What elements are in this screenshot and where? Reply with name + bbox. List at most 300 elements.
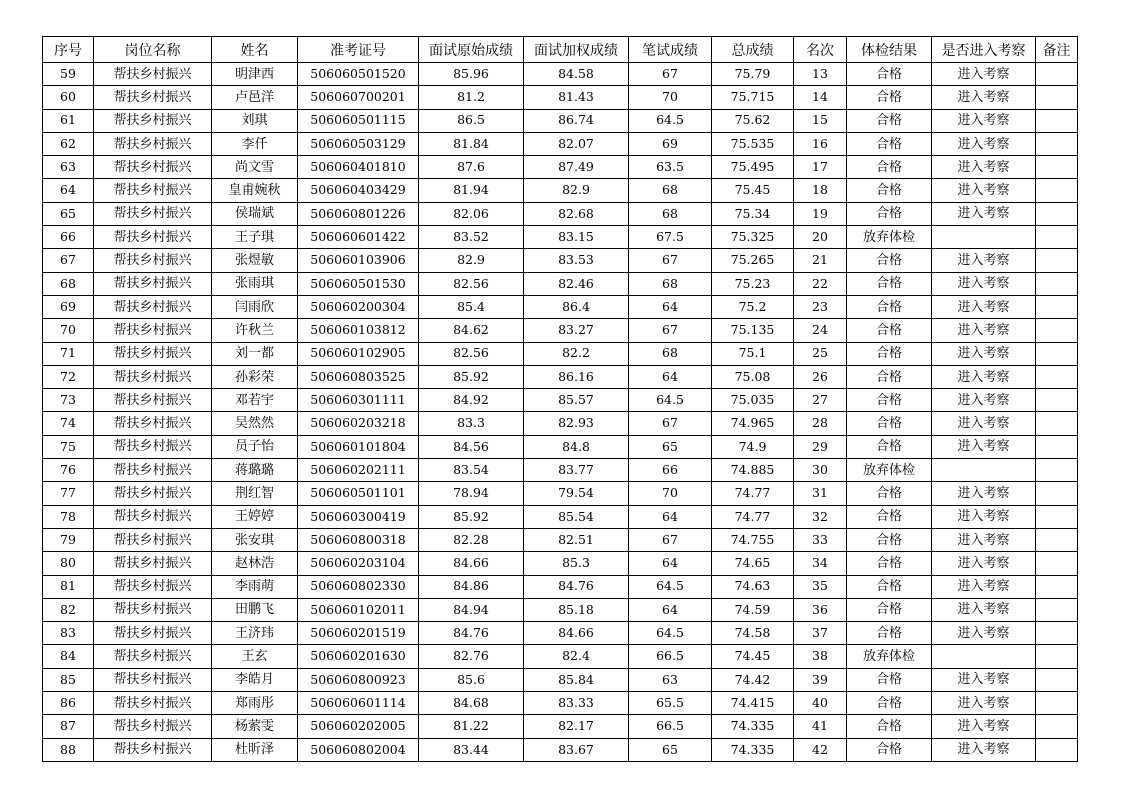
cell-exam-id: 506060501530 [298, 272, 419, 295]
cell-total: 74.755 [712, 528, 794, 551]
table-row [43, 715, 1078, 738]
cell-position: 帮扶乡村振兴 [94, 552, 212, 575]
cell-interview-raw: 85.92 [419, 365, 524, 388]
cell-total: 74.415 [712, 692, 794, 715]
cell-position: 帮扶乡村振兴 [94, 389, 212, 412]
cell-inspection: 进入考察 [932, 528, 1036, 551]
cell-interview-weighted: 82.2 [524, 342, 629, 365]
cell-remark [1036, 389, 1078, 412]
cell-remark [1036, 598, 1078, 621]
cell-medical: 合格 [847, 86, 932, 109]
cell-remark [1036, 552, 1078, 575]
cell-index: 70 [43, 319, 94, 342]
cell-written: 63.5 [629, 156, 712, 179]
table-row [43, 249, 1078, 272]
cell-medical: 合格 [847, 63, 932, 86]
cell-exam-id: 506060802330 [298, 575, 419, 598]
cell-exam-id: 506060501101 [298, 482, 419, 505]
cell-name: 王婷婷 [212, 505, 298, 528]
cell-remark [1036, 226, 1078, 249]
cell-rank: 24 [794, 319, 847, 342]
cell-position: 帮扶乡村振兴 [94, 412, 212, 435]
cell-written: 68 [629, 272, 712, 295]
cell-position: 帮扶乡村振兴 [94, 226, 212, 249]
cell-total: 74.885 [712, 459, 794, 482]
cell-position: 帮扶乡村振兴 [94, 319, 212, 342]
cell-inspection: 进入考察 [932, 692, 1036, 715]
cell-total: 74.59 [712, 598, 794, 621]
cell-name: 王玄 [212, 645, 298, 668]
cell-interview-raw: 84.68 [419, 692, 524, 715]
table-row [43, 692, 1078, 715]
cell-interview-raw: 78.94 [419, 482, 524, 505]
cell-index: 84 [43, 645, 94, 668]
cell-interview-raw: 81.94 [419, 179, 524, 202]
cell-exam-id: 506060501520 [298, 63, 419, 86]
cell-interview-raw: 83.52 [419, 226, 524, 249]
cell-rank: 33 [794, 528, 847, 551]
cell-written: 67 [629, 528, 712, 551]
cell-rank: 29 [794, 435, 847, 458]
header-remark: 备注 [1036, 37, 1078, 63]
cell-name: 闫雨欣 [212, 295, 298, 318]
cell-name: 田鹏飞 [212, 598, 298, 621]
cell-interview-weighted: 82.93 [524, 412, 629, 435]
cell-interview-raw: 82.9 [419, 249, 524, 272]
score-table [42, 36, 1078, 762]
cell-inspection: 进入考察 [932, 575, 1036, 598]
cell-index: 74 [43, 412, 94, 435]
cell-exam-id: 506060403429 [298, 179, 419, 202]
cell-written: 69 [629, 132, 712, 155]
cell-index: 67 [43, 249, 94, 272]
cell-inspection: 进入考察 [932, 319, 1036, 342]
cell-remark [1036, 622, 1078, 645]
cell-total: 74.42 [712, 668, 794, 691]
cell-total: 74.335 [712, 715, 794, 738]
cell-name: 荆红智 [212, 482, 298, 505]
cell-interview-weighted: 86.4 [524, 295, 629, 318]
cell-rank: 27 [794, 389, 847, 412]
cell-exam-id: 506060301111 [298, 389, 419, 412]
cell-index: 65 [43, 202, 94, 225]
cell-interview-weighted: 82.46 [524, 272, 629, 295]
cell-interview-weighted: 85.84 [524, 668, 629, 691]
cell-rank: 16 [794, 132, 847, 155]
cell-position: 帮扶乡村振兴 [94, 528, 212, 551]
cell-name: 王子琪 [212, 226, 298, 249]
cell-remark [1036, 645, 1078, 668]
cell-medical: 放弃体检 [847, 459, 932, 482]
cell-inspection: 进入考察 [932, 435, 1036, 458]
cell-position: 帮扶乡村振兴 [94, 622, 212, 645]
cell-index: 77 [43, 482, 94, 505]
cell-total: 74.65 [712, 552, 794, 575]
cell-written: 65 [629, 435, 712, 458]
cell-index: 86 [43, 692, 94, 715]
cell-total: 75.2 [712, 295, 794, 318]
cell-remark [1036, 179, 1078, 202]
cell-index: 79 [43, 528, 94, 551]
header-index: 序号 [43, 37, 94, 63]
cell-position: 帮扶乡村振兴 [94, 109, 212, 132]
header-interview-raw: 面试原始成绩 [419, 37, 524, 63]
table-row [43, 226, 1078, 249]
cell-index: 62 [43, 132, 94, 155]
cell-position: 帮扶乡村振兴 [94, 249, 212, 272]
cell-remark [1036, 132, 1078, 155]
cell-position: 帮扶乡村振兴 [94, 738, 212, 761]
cell-name: 许秋兰 [212, 319, 298, 342]
cell-name: 尚文雪 [212, 156, 298, 179]
cell-remark [1036, 342, 1078, 365]
cell-interview-raw: 84.62 [419, 319, 524, 342]
cell-written: 64 [629, 552, 712, 575]
cell-remark [1036, 63, 1078, 86]
cell-exam-id: 506060101804 [298, 435, 419, 458]
cell-interview-raw: 84.66 [419, 552, 524, 575]
cell-interview-raw: 81.2 [419, 86, 524, 109]
cell-interview-raw: 84.86 [419, 575, 524, 598]
table-row [43, 482, 1078, 505]
cell-index: 78 [43, 505, 94, 528]
cell-rank: 14 [794, 86, 847, 109]
cell-written: 64.5 [629, 109, 712, 132]
table-row [43, 575, 1078, 598]
cell-position: 帮扶乡村振兴 [94, 435, 212, 458]
cell-exam-id: 506060601114 [298, 692, 419, 715]
cell-inspection: 进入考察 [932, 86, 1036, 109]
cell-rank: 40 [794, 692, 847, 715]
cell-medical: 合格 [847, 598, 932, 621]
cell-rank: 13 [794, 63, 847, 86]
cell-written: 67 [629, 319, 712, 342]
cell-written: 64 [629, 598, 712, 621]
cell-interview-weighted: 87.49 [524, 156, 629, 179]
cell-exam-id: 506060800318 [298, 528, 419, 551]
cell-position: 帮扶乡村振兴 [94, 598, 212, 621]
cell-position: 帮扶乡村振兴 [94, 365, 212, 388]
cell-interview-weighted: 85.3 [524, 552, 629, 575]
cell-index: 59 [43, 63, 94, 86]
cell-rank: 17 [794, 156, 847, 179]
cell-inspection: 进入考察 [932, 249, 1036, 272]
cell-written: 68 [629, 179, 712, 202]
cell-index: 82 [43, 598, 94, 621]
table-row [43, 295, 1078, 318]
cell-medical: 合格 [847, 505, 932, 528]
cell-medical: 合格 [847, 715, 932, 738]
table-row [43, 132, 1078, 155]
cell-medical: 合格 [847, 342, 932, 365]
cell-name: 皇甫婉秋 [212, 179, 298, 202]
cell-position: 帮扶乡村振兴 [94, 156, 212, 179]
table-row [43, 668, 1078, 691]
cell-interview-weighted: 85.57 [524, 389, 629, 412]
cell-position: 帮扶乡村振兴 [94, 715, 212, 738]
cell-rank: 31 [794, 482, 847, 505]
cell-exam-id: 506060102905 [298, 342, 419, 365]
header-position: 岗位名称 [94, 37, 212, 63]
cell-rank: 39 [794, 668, 847, 691]
cell-written: 68 [629, 202, 712, 225]
cell-medical: 合格 [847, 249, 932, 272]
table-row [43, 622, 1078, 645]
cell-inspection: 进入考察 [932, 202, 1036, 225]
cell-name: 李皓月 [212, 668, 298, 691]
cell-total: 74.77 [712, 505, 794, 528]
cell-remark [1036, 505, 1078, 528]
table-body [43, 63, 1078, 762]
cell-interview-raw: 82.56 [419, 342, 524, 365]
cell-exam-id: 506060201630 [298, 645, 419, 668]
cell-remark [1036, 272, 1078, 295]
cell-interview-weighted: 83.15 [524, 226, 629, 249]
header-rank: 名次 [794, 37, 847, 63]
cell-inspection: 进入考察 [932, 63, 1036, 86]
cell-remark [1036, 202, 1078, 225]
cell-interview-raw: 83.3 [419, 412, 524, 435]
cell-remark [1036, 692, 1078, 715]
cell-exam-id: 506060102011 [298, 598, 419, 621]
cell-exam-id: 506060201519 [298, 622, 419, 645]
cell-index: 69 [43, 295, 94, 318]
cell-medical: 合格 [847, 295, 932, 318]
table-row [43, 63, 1078, 86]
cell-medical: 合格 [847, 738, 932, 761]
cell-name: 杜昕泽 [212, 738, 298, 761]
cell-position: 帮扶乡村振兴 [94, 132, 212, 155]
cell-exam-id: 506060300419 [298, 505, 419, 528]
cell-position: 帮扶乡村振兴 [94, 202, 212, 225]
cell-rank: 32 [794, 505, 847, 528]
cell-remark [1036, 715, 1078, 738]
cell-rank: 22 [794, 272, 847, 295]
cell-position: 帮扶乡村振兴 [94, 692, 212, 715]
cell-exam-id: 506060103812 [298, 319, 419, 342]
cell-position: 帮扶乡村振兴 [94, 63, 212, 86]
cell-inspection: 进入考察 [932, 482, 1036, 505]
cell-written: 64 [629, 365, 712, 388]
cell-medical: 合格 [847, 156, 932, 179]
cell-remark [1036, 575, 1078, 598]
cell-position: 帮扶乡村振兴 [94, 272, 212, 295]
header-written: 笔试成绩 [629, 37, 712, 63]
cell-interview-raw: 82.56 [419, 272, 524, 295]
cell-total: 75.23 [712, 272, 794, 295]
cell-name: 张雨琪 [212, 272, 298, 295]
cell-medical: 合格 [847, 412, 932, 435]
cell-total: 74.58 [712, 622, 794, 645]
cell-interview-weighted: 82.51 [524, 528, 629, 551]
table-row [43, 156, 1078, 179]
cell-interview-raw: 81.22 [419, 715, 524, 738]
cell-written: 67 [629, 249, 712, 272]
cell-remark [1036, 109, 1078, 132]
cell-interview-raw: 84.76 [419, 622, 524, 645]
cell-interview-weighted: 83.53 [524, 249, 629, 272]
cell-medical: 合格 [847, 202, 932, 225]
cell-total: 74.77 [712, 482, 794, 505]
cell-rank: 30 [794, 459, 847, 482]
table-row [43, 459, 1078, 482]
table-row [43, 505, 1078, 528]
cell-exam-id: 506060601422 [298, 226, 419, 249]
table-row [43, 435, 1078, 458]
cell-total: 75.325 [712, 226, 794, 249]
cell-rank: 25 [794, 342, 847, 365]
cell-total: 75.62 [712, 109, 794, 132]
cell-written: 66.5 [629, 715, 712, 738]
cell-index: 60 [43, 86, 94, 109]
cell-written: 67.5 [629, 226, 712, 249]
cell-interview-weighted: 85.54 [524, 505, 629, 528]
cell-name: 邓若宇 [212, 389, 298, 412]
cell-interview-weighted: 83.67 [524, 738, 629, 761]
cell-written: 67 [629, 63, 712, 86]
cell-name: 卢邑洋 [212, 86, 298, 109]
cell-inspection: 进入考察 [932, 156, 1036, 179]
cell-exam-id: 506060501115 [298, 109, 419, 132]
cell-total: 74.45 [712, 645, 794, 668]
cell-medical: 合格 [847, 528, 932, 551]
cell-rank: 42 [794, 738, 847, 761]
cell-rank: 18 [794, 179, 847, 202]
cell-exam-id: 506060803525 [298, 365, 419, 388]
cell-rank: 26 [794, 365, 847, 388]
cell-rank: 34 [794, 552, 847, 575]
cell-position: 帮扶乡村振兴 [94, 179, 212, 202]
cell-inspection: 进入考察 [932, 179, 1036, 202]
cell-remark [1036, 295, 1078, 318]
cell-written: 67 [629, 412, 712, 435]
table-row [43, 202, 1078, 225]
table-row [43, 528, 1078, 551]
cell-inspection [932, 459, 1036, 482]
cell-medical: 合格 [847, 552, 932, 575]
table-row [43, 552, 1078, 575]
header-row [43, 37, 1078, 63]
cell-inspection: 进入考察 [932, 295, 1036, 318]
cell-interview-weighted: 82.07 [524, 132, 629, 155]
cell-index: 83 [43, 622, 94, 645]
cell-written: 64 [629, 505, 712, 528]
cell-remark [1036, 156, 1078, 179]
cell-interview-weighted: 84.66 [524, 622, 629, 645]
cell-position: 帮扶乡村振兴 [94, 645, 212, 668]
cell-interview-raw: 83.54 [419, 459, 524, 482]
cell-rank: 36 [794, 598, 847, 621]
cell-remark [1036, 482, 1078, 505]
cell-position: 帮扶乡村振兴 [94, 668, 212, 691]
cell-interview-weighted: 85.18 [524, 598, 629, 621]
table-row [43, 109, 1078, 132]
cell-medical: 放弃体检 [847, 226, 932, 249]
cell-index: 64 [43, 179, 94, 202]
cell-medical: 合格 [847, 668, 932, 691]
table-row [43, 365, 1078, 388]
cell-total: 75.535 [712, 132, 794, 155]
cell-interview-raw: 85.92 [419, 505, 524, 528]
cell-index: 76 [43, 459, 94, 482]
cell-interview-weighted: 84.8 [524, 435, 629, 458]
cell-total: 75.08 [712, 365, 794, 388]
cell-name: 明津西 [212, 63, 298, 86]
cell-interview-weighted: 83.33 [524, 692, 629, 715]
cell-interview-weighted: 79.54 [524, 482, 629, 505]
cell-position: 帮扶乡村振兴 [94, 342, 212, 365]
cell-remark [1036, 86, 1078, 109]
cell-inspection: 进入考察 [932, 109, 1036, 132]
cell-written: 65 [629, 738, 712, 761]
cell-written: 64.5 [629, 575, 712, 598]
cell-exam-id: 506060202005 [298, 715, 419, 738]
cell-total: 74.63 [712, 575, 794, 598]
cell-written: 64.5 [629, 622, 712, 645]
cell-exam-id: 506060200304 [298, 295, 419, 318]
cell-remark [1036, 319, 1078, 342]
cell-total: 74.9 [712, 435, 794, 458]
cell-remark [1036, 738, 1078, 761]
cell-rank: 20 [794, 226, 847, 249]
cell-rank: 28 [794, 412, 847, 435]
cell-rank: 23 [794, 295, 847, 318]
cell-index: 73 [43, 389, 94, 412]
cell-total: 74.965 [712, 412, 794, 435]
cell-written: 66 [629, 459, 712, 482]
cell-position: 帮扶乡村振兴 [94, 459, 212, 482]
cell-inspection: 进入考察 [932, 272, 1036, 295]
table-row [43, 598, 1078, 621]
cell-interview-weighted: 83.77 [524, 459, 629, 482]
cell-index: 85 [43, 668, 94, 691]
cell-exam-id: 506060203104 [298, 552, 419, 575]
cell-remark [1036, 528, 1078, 551]
cell-position: 帮扶乡村振兴 [94, 505, 212, 528]
cell-interview-raw: 82.76 [419, 645, 524, 668]
cell-name: 孙彩荣 [212, 365, 298, 388]
cell-interview-weighted: 86.74 [524, 109, 629, 132]
cell-inspection: 进入考察 [932, 389, 1036, 412]
cell-inspection: 进入考察 [932, 132, 1036, 155]
cell-position: 帮扶乡村振兴 [94, 575, 212, 598]
cell-interview-weighted: 84.58 [524, 63, 629, 86]
cell-index: 87 [43, 715, 94, 738]
cell-position: 帮扶乡村振兴 [94, 295, 212, 318]
header-inspection: 是否进入考察 [932, 37, 1036, 63]
table-row [43, 86, 1078, 109]
cell-remark [1036, 365, 1078, 388]
cell-exam-id: 506060503129 [298, 132, 419, 155]
cell-remark [1036, 459, 1078, 482]
cell-medical: 合格 [847, 692, 932, 715]
cell-exam-id: 506060203218 [298, 412, 419, 435]
cell-interview-weighted: 82.68 [524, 202, 629, 225]
table-row [43, 342, 1078, 365]
cell-inspection: 进入考察 [932, 598, 1036, 621]
cell-medical: 合格 [847, 482, 932, 505]
cell-index: 61 [43, 109, 94, 132]
cell-inspection [932, 645, 1036, 668]
header-medical: 体检结果 [847, 37, 932, 63]
cell-remark [1036, 668, 1078, 691]
cell-rank: 19 [794, 202, 847, 225]
cell-interview-weighted: 82.9 [524, 179, 629, 202]
cell-rank: 37 [794, 622, 847, 645]
cell-inspection: 进入考察 [932, 365, 1036, 388]
cell-interview-raw: 85.4 [419, 295, 524, 318]
header-interview-weighted: 面试加权成绩 [524, 37, 629, 63]
